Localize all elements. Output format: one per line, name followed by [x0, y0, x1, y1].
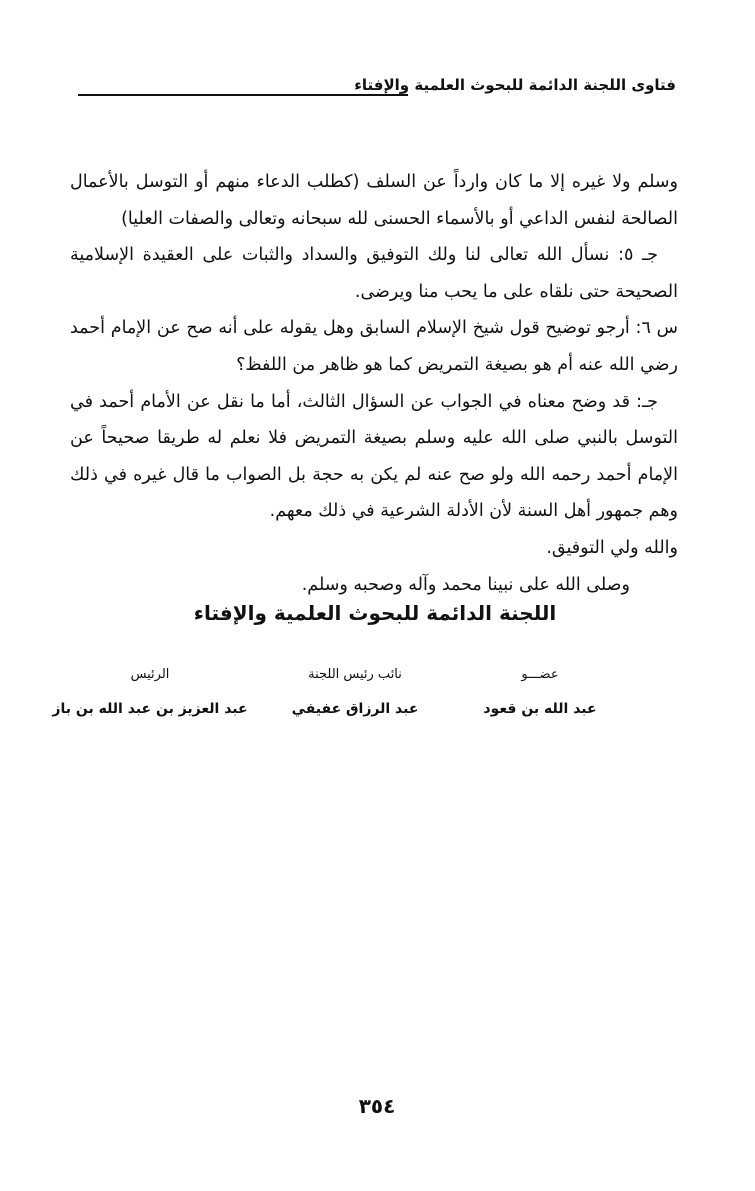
- signatory-name: عبد الله بن قعود: [483, 701, 597, 717]
- answer-6: جـ: قد وضح معناه في الجواب عن السؤال الثالث، أما ما نقل عن الأمام أحمد في التوسل بالنبي صلى الله عليه وسلم بصيغة التمريض فلا نعلم له طريقا صحيحاً عن الإمام أحمد رحمه الله ولو صح عنه لم يكن به حجة بل الصواب ما قال غيره في ذلك وهم جمهور أهل السنة لأن الأدلة الشرعية في ذلك معهم.: [70, 391, 678, 522]
- closing-tawfiq: والله ولي التوفيق.: [546, 537, 678, 558]
- signatory-role: عضـــو: [521, 667, 559, 682]
- header-rule: [78, 94, 408, 96]
- signatory-vice-chairman: [255, 664, 455, 720]
- fatwa-body: [70, 164, 678, 603]
- signatory-member: [440, 664, 640, 720]
- question-6: س ٦: أرجو توضيح قول شيخ الإسلام السابق وهل يقوله على أنه صح عن الإمام أحمد رضي الله عنه أم هو بصيغة التمريض كما هو ظاهر من اللفظ؟: [70, 318, 678, 375]
- signature-block: [52, 664, 640, 734]
- signatory-name: عبد العزيز بن عبد الله بن باز: [52, 701, 248, 717]
- page-number: ٣٥٤: [358, 1094, 396, 1118]
- closing-salutation: وصلى الله على نبينا محمد وآله وصحبه وسلم.: [301, 574, 630, 595]
- signatory-role: الرئيس: [130, 667, 170, 682]
- signatory-chairman: [50, 664, 250, 720]
- paragraph-continuation: وسلم ولا غيره إلا ما كان وارداً عن السلف (كطلب الدعاء منهم أو التوسل بالأعمال الصالحة لنفس الداعي أو بالأسماء الحسنى لله سبحانه وتعالى والصفات العليا): [70, 172, 678, 229]
- running-header-title: فتاوى اللجنة الدائمة للبحوث العلمية والإفتاء: [354, 76, 676, 94]
- signatory-role: نائب رئيس اللجنة: [308, 667, 402, 682]
- committee-title: اللجنة الدائمة للبحوث العلمية والإفتاء: [193, 601, 557, 625]
- signatory-name: عبد الرزاق عفيفي: [291, 701, 419, 717]
- answer-5: جـ ٥: نسأل الله تعالى لنا ولك التوفيق والسداد والثبات على العقيدة الإسلامية الصحيحة حتى نلقاه على ما يحب منا ويرضى.: [70, 245, 678, 302]
